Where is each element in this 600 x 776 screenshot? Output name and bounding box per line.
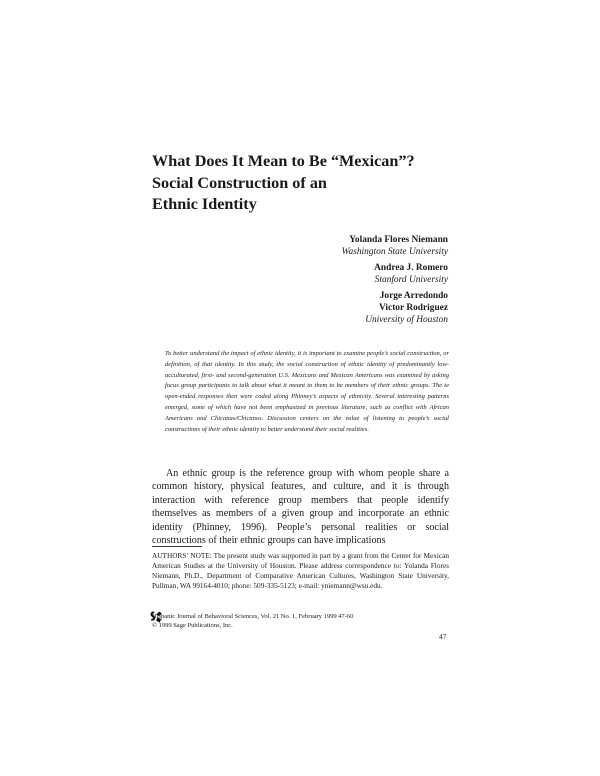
author-affiliation: Washington State University <box>341 247 448 257</box>
author-affiliation: University of Houston <box>365 315 448 325</box>
author-name: Jorge Arredondo <box>379 291 448 301</box>
author-block <box>342 262 448 286</box>
author-name: Andrea J. Romero <box>374 263 448 273</box>
article-title <box>152 151 472 216</box>
author-block <box>342 234 448 258</box>
page-number: 47 <box>439 632 447 641</box>
body-paragraph: An ethnic group is the reference group with whom people share a common history, physical features, and culture, and it is through interaction with reference group members that people identify themselves as members of a given group and incorporate an ethnic identity (Phinney, 1996). People’s personal realities or social constructions of their ethnic groups can have implications <box>152 468 449 547</box>
authors-note: AUTHORS’ NOTE: The present study was supported in part by a grant from the Center for Mexican American Studies at the University of Houston. Please address correspondence to: Yolanda Flores Niemann, Ph.D., Department of Comparative American Cultures, Washington State University, Pullman, WA 99164-4010; phone: 509-335-5123; e-mail: yniemann@wsu.edu. <box>152 551 449 590</box>
author-name: Victor Rodriguez <box>379 303 448 313</box>
copyright-notice: © 1999 Sage Publications, Inc. <box>152 621 233 629</box>
footnote-divider <box>152 546 202 547</box>
author-affiliation: Stanford University <box>374 275 448 285</box>
abstract: To better understand the impact of ethnic identity, it is important to examine people’s social construction, or definition, of that identity. In this study, the social construction of ethnic identity of predominantly low-acculturated, first- and second-generation U.S. Mexicans and Mexican Americans was examined by asking focus group participants to talk about what it meant to them to be members of their ethnic groups. The te open-ended responses then were coded along Phinney’s aspects of ethnicity. Several interesting patterns emerged, some of which have not been emphasized in previous literature, such as conflict with African Americans and Chicanas/Chicanos. Discussion centers on the value of listening to people’s social constructions of their ethnic identity to better understand their social realities. <box>165 350 449 433</box>
author-block <box>342 290 448 326</box>
title-line: Ethnic Identity <box>152 195 257 213</box>
journal-citation: Hispanic Journal of Behavioral Sciences, Vol. 21 No. 1, February 1999 47-60 <box>152 613 354 620</box>
title-line: Social Construction of an <box>152 173 327 192</box>
author-list <box>342 234 448 330</box>
author-name: Yolanda Flores Niemann <box>349 235 448 245</box>
journal-info <box>152 613 353 630</box>
body-text <box>152 467 449 547</box>
title-line: What Does It Mean to Be “Mexican”? <box>152 152 415 170</box>
